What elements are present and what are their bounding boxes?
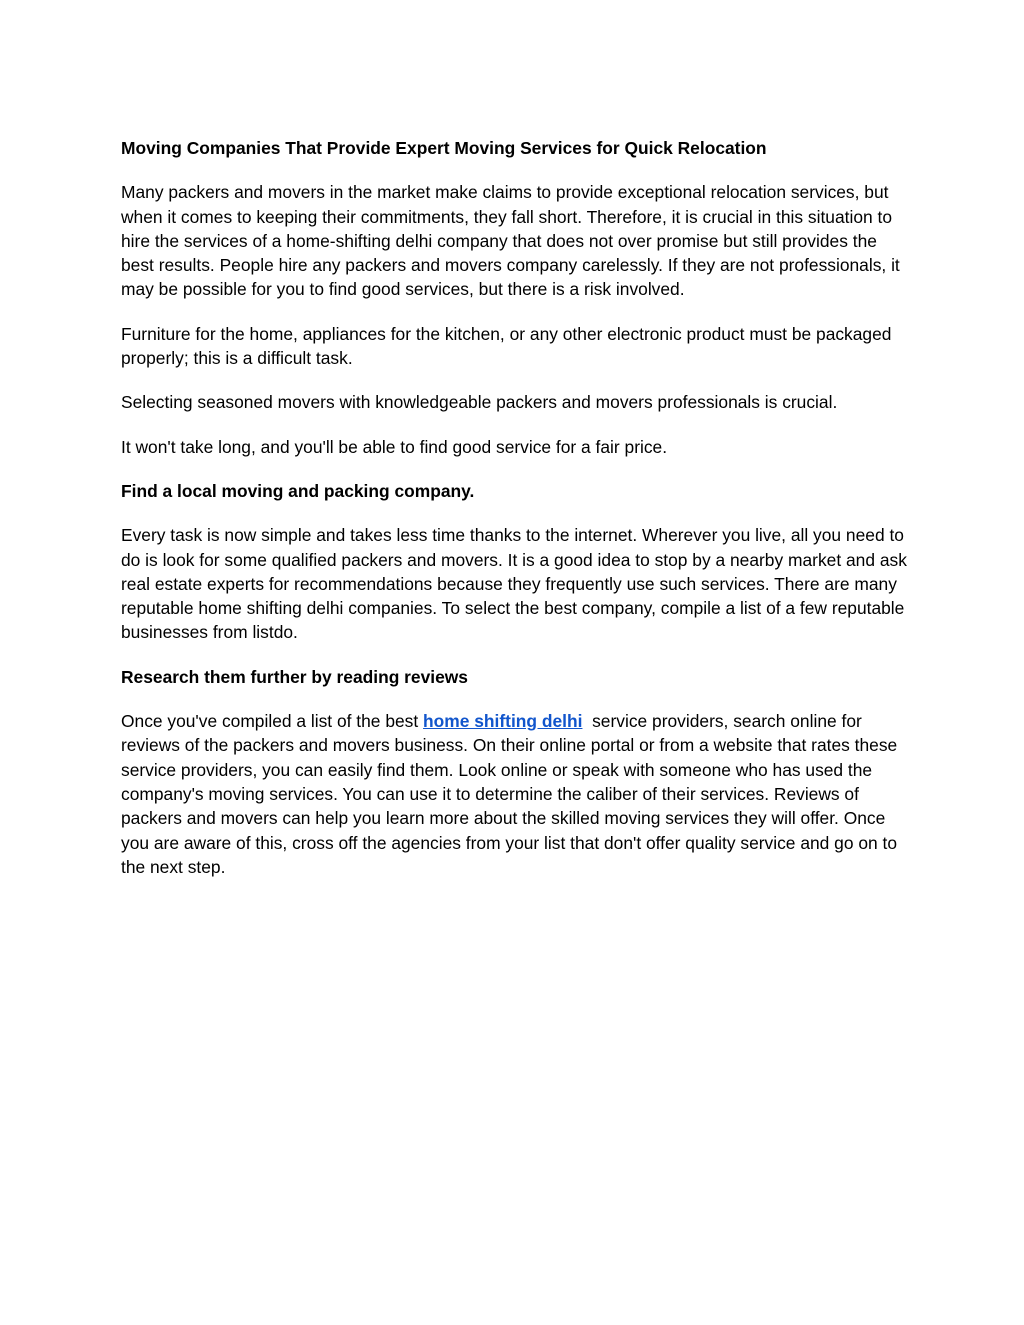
paragraph-internet: Every task is now simple and takes less time thanks to the internet. Wherever you live, all you need to do is look for some qualified packers and movers. It is a good idea to stop by a nearby market and ask real estate experts for recommendations because they frequently use such services. There are many reputable home shifting delhi companies. To select the best company, compile a list of a few reputable businesses from listdo. [121, 525, 907, 643]
paragraph-fair-price: It won't take long, and you'll be able to find good service for a fair price. [121, 436, 668, 457]
paragraph-reviews [121, 709, 911, 879]
home-shifting-delhi-link[interactable]: home shifting delhi [423, 711, 583, 732]
document-page [121, 136, 911, 899]
paragraph-selecting: Selecting seasoned movers with knowledgeable packers and movers professionals is crucial. [121, 392, 838, 413]
heading-find-local: Find a local moving and packing company. [121, 480, 475, 501]
document-title: Moving Companies That Provide Expert Moving Services for Quick Relocation [121, 138, 767, 158]
paragraph-intro: Many packers and movers in the market make claims to provide exceptional relocation services, but when it comes to keeping their commitments, they fall short. Therefore, it is crucial in this situation to hire the services of a home-shifting delhi company that does not over promise but still provides the best results. People hire any packers and movers company carelessly. If they are not professionals, it may be possible for you to find good services, but there is a risk involved. [121, 182, 900, 300]
paragraph-packaging: Furniture for the home, appliances for the kitchen, or any other electronic product must be packaged properly; this is a difficult task. [121, 323, 892, 369]
paragraph-reviews-rest: service providers, search online for reviews of the packers and movers business. On their online portal or from a website that rates these service providers, you can easily find them. Look online or speak with someone who has used the company's moving services. You can use it to determine the caliber of their services. Reviews of packers and movers can help you learn more about the skilled moving services they will offer. Once you are aware of this, cross off the agencies from your list that don't offer quality service and go on to the next step. [121, 711, 903, 877]
paragraph-reviews-lead: Once you've compiled a list of the best [121, 711, 424, 732]
heading-research: Research them further by reading reviews [121, 666, 468, 687]
